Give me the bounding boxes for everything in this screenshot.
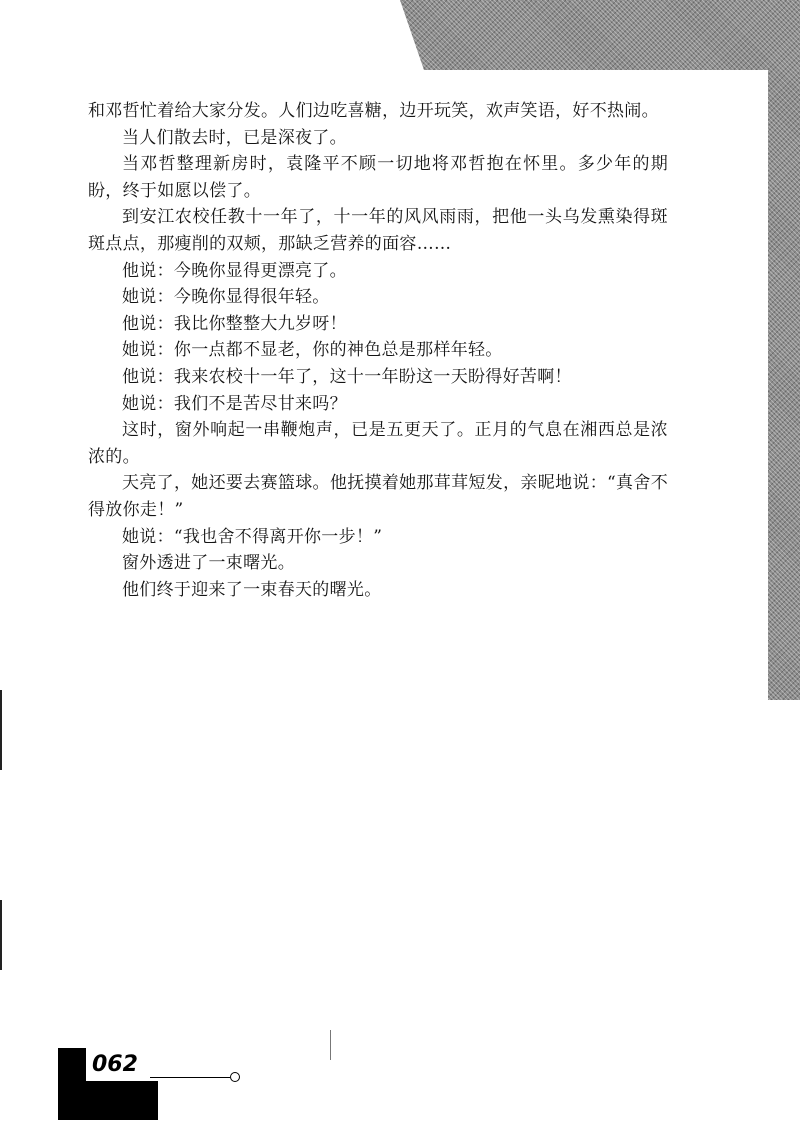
paragraph: 她说：今晚你显得很年轻。 xyxy=(122,287,330,308)
paragraph: 她说：“我也舍不得离开你一步！” xyxy=(122,526,383,547)
paragraph: 她说：你一点都不显老，你的神色总是那样年轻。 xyxy=(122,340,503,361)
scan-edge-mark xyxy=(0,900,2,970)
paragraph: 窗外透进了一束曙光。 xyxy=(122,553,295,574)
paragraph: 他们终于迎来了一束春天的曙光。 xyxy=(122,579,382,600)
scan-edge-mark xyxy=(0,690,2,770)
paragraph: 他说：我来农校十一年了，这十一年盼这一天盼得好苦啊！ xyxy=(122,366,572,387)
paragraph: 当人们散去时，已是深夜了。 xyxy=(122,127,347,148)
paragraph: 天亮了，她还要去赛篮球。他抚摸着她那茸茸短发，亲昵地说：“真舍不得放你走！” xyxy=(88,473,668,520)
paragraph: 她说：我们不是苦尽甘来吗？ xyxy=(122,393,347,414)
page-number-rule xyxy=(150,1077,230,1078)
page-number: 062 xyxy=(92,1052,138,1077)
paragraph: 到安江农校任教十一年了，十一年的风风雨雨，把他一头乌发熏染得斑斑点点，那瘦削的双颊，那缺乏营养的面容…… xyxy=(88,207,668,254)
paragraph: 和邓哲忙着给大家分发。人们边吃喜糖，边开玩笑，欢声笑语，好不热闹。 xyxy=(88,101,659,121)
paragraph: 这时，窗外响起一串鞭炮声，已是五更天了。正月的气息在湘西总是浓浓的。 xyxy=(88,420,668,467)
paragraph: 当邓哲整理新房时，袁隆平不顾一切地将邓哲抱在怀里。多少年的期盼，终于如愿以偿了。 xyxy=(88,154,668,201)
body-text xyxy=(88,98,668,603)
page-number-dot xyxy=(230,1072,240,1082)
paragraph: 他说：今晚你显得更漂亮了。 xyxy=(122,260,347,281)
scan-edge-mark xyxy=(330,1030,331,1060)
paragraph: 他说：我比你整整大九岁呀！ xyxy=(122,313,347,334)
